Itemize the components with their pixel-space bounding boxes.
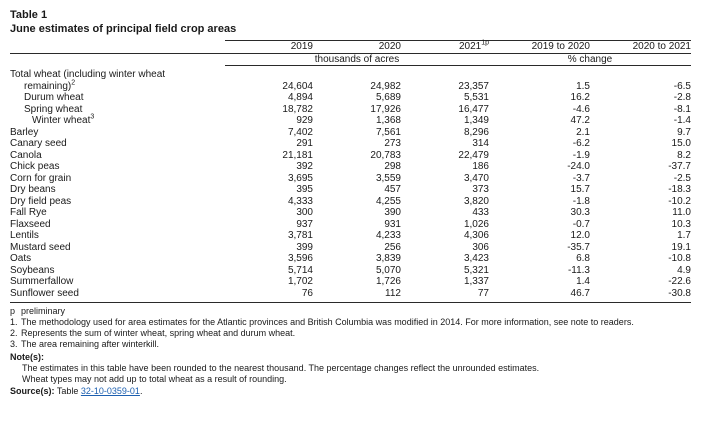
row-value: 3,470 xyxy=(463,172,489,184)
row-value: 6.8 xyxy=(576,253,590,264)
row-value: 5,714 xyxy=(287,264,313,276)
footnote-text: The area remaining after winterkill. xyxy=(21,339,160,349)
row-value: 314 xyxy=(472,138,489,149)
row-value: -11.3 xyxy=(567,264,590,276)
row-label: Total wheat (including winter wheat xyxy=(10,69,166,80)
footnote-mark: 1. xyxy=(10,317,18,327)
group-header-change: % change xyxy=(489,53,691,66)
row-value: 399 xyxy=(296,241,313,253)
notes-block xyxy=(10,352,691,385)
row-label: Barley xyxy=(10,126,39,138)
table-header-row xyxy=(10,41,691,54)
row-value: 4.9 xyxy=(677,264,691,276)
row-footnote-mark: 2 xyxy=(71,79,76,87)
table-row xyxy=(10,219,691,231)
row-value: 112 xyxy=(385,287,401,299)
row-value: 1.4 xyxy=(576,276,590,287)
table-row xyxy=(10,265,691,277)
table-row xyxy=(10,115,691,127)
row-value: 5,070 xyxy=(375,264,401,276)
row-label: Durum wheat xyxy=(24,92,84,103)
row-value: 17,926 xyxy=(370,103,401,115)
header-2019: 2019 xyxy=(225,41,313,54)
row-value: -3.7 xyxy=(572,172,590,184)
row-value: 15.0 xyxy=(671,138,691,149)
row-value: -1.9 xyxy=(572,149,590,161)
row-label: Canary seed xyxy=(10,138,67,149)
row-label: Flaxseed xyxy=(10,218,51,230)
row-value: 298 xyxy=(384,161,401,172)
row-value: 18,782 xyxy=(282,103,313,115)
row-label: Sunflower seed xyxy=(10,287,79,299)
row-value: -0.7 xyxy=(572,218,590,230)
row-value: 457 xyxy=(384,184,401,195)
row-value xyxy=(401,66,489,81)
row-value: 273 xyxy=(384,138,401,149)
table-row xyxy=(10,288,691,303)
source-block xyxy=(10,386,691,397)
row-label: Lentils xyxy=(10,230,39,241)
row-value: 4,306 xyxy=(463,230,489,241)
row-value: 11.0 xyxy=(672,207,691,218)
table-title: June estimates of principal field crop areas xyxy=(10,23,237,35)
row-value: 16,477 xyxy=(458,103,489,115)
row-footnote-mark: 3 xyxy=(90,113,95,121)
row-value: 3,559 xyxy=(375,172,401,184)
row-value xyxy=(489,66,590,81)
row-value: 7,402 xyxy=(287,126,313,138)
row-value: 8.2 xyxy=(677,149,691,161)
crop-areas-table xyxy=(10,40,691,302)
row-value: 22,479 xyxy=(458,149,489,161)
table-number: Table 1 xyxy=(10,9,48,21)
table-row xyxy=(10,161,691,173)
row-value: -22.6 xyxy=(668,276,691,287)
row-value: 30.3 xyxy=(570,207,590,218)
row-value: 300 xyxy=(296,207,313,218)
row-value: 1,368 xyxy=(375,115,401,126)
row-value: 929 xyxy=(296,115,313,126)
table-title-block xyxy=(10,8,691,36)
row-value: 76 xyxy=(301,287,313,299)
notes-line: Wheat types may not add up to total wheat as a result of rounding. xyxy=(22,374,287,384)
row-value: -1.4 xyxy=(673,115,691,126)
row-value: -35.7 xyxy=(567,241,590,253)
row-value: 7,561 xyxy=(375,126,401,138)
row-value: 47.2 xyxy=(570,115,590,126)
table-row xyxy=(10,104,691,116)
source-table-link[interactable]: 32-10-0359-01 xyxy=(80,386,140,396)
table-row xyxy=(10,184,691,196)
row-label: Canola xyxy=(10,149,42,161)
row-value: -24.0 xyxy=(567,161,590,172)
row-value: 4,333 xyxy=(287,195,313,207)
row-value: 1.7 xyxy=(677,230,691,241)
footnote-item xyxy=(10,306,691,317)
row-value: 1,726 xyxy=(375,276,401,287)
row-value: 291 xyxy=(296,138,313,149)
row-value: 3,781 xyxy=(287,230,313,241)
table-row xyxy=(10,150,691,162)
footnote-mark: 3. xyxy=(10,339,18,349)
row-label: Chick peas xyxy=(10,161,60,172)
row-value: 1.5 xyxy=(576,80,590,92)
row-label: Oats xyxy=(10,253,32,264)
row-label-text: Winter wheat xyxy=(32,115,91,126)
row-label: Spring wheat xyxy=(24,103,83,115)
row-value: 19.1 xyxy=(671,241,691,253)
row-value xyxy=(590,66,691,81)
header-2021-label: 2021 xyxy=(458,41,482,52)
header-2020-to-2021: 2020 to 2021 xyxy=(590,41,691,54)
group-header-units: thousands of acres xyxy=(225,53,489,66)
row-value: 9.7 xyxy=(677,126,691,138)
footnotes-block xyxy=(10,306,691,350)
row-value: 306 xyxy=(472,241,489,253)
table-group-header-row xyxy=(10,53,691,66)
table-row xyxy=(10,138,691,150)
row-value: 373 xyxy=(472,184,489,195)
row-value: 15.7 xyxy=(570,184,590,195)
table-row xyxy=(10,230,691,242)
footnote-text: preliminary xyxy=(21,306,66,316)
row-value: -2.8 xyxy=(673,92,691,103)
row-label: Corn for grain xyxy=(10,172,72,184)
row-value: 1,349 xyxy=(463,115,489,126)
row-label: Mustard seed xyxy=(10,241,71,253)
source-label: Source(s): xyxy=(10,386,55,396)
table-row xyxy=(10,253,691,265)
row-value: -6.5 xyxy=(673,80,691,92)
row-value: 1,026 xyxy=(463,218,489,230)
table-row xyxy=(10,276,691,288)
row-label xyxy=(10,81,225,93)
row-value: 937 xyxy=(296,218,313,230)
row-value: 256 xyxy=(384,241,401,253)
row-value: -30.8 xyxy=(668,287,691,299)
row-value: -18.3 xyxy=(668,184,691,195)
table-row xyxy=(10,66,691,81)
row-value: 3,820 xyxy=(463,195,489,207)
table-row xyxy=(10,127,691,139)
footnote-item xyxy=(10,317,691,328)
row-value: 12.0 xyxy=(570,230,590,241)
row-value: -10.8 xyxy=(668,253,691,264)
table-row xyxy=(10,173,691,185)
row-value: 3,695 xyxy=(287,172,313,184)
row-label: Dry field peas xyxy=(10,195,72,207)
table-row xyxy=(10,92,691,104)
header-2019-to-2020: 2019 to 2020 xyxy=(489,41,590,54)
row-label xyxy=(10,115,225,127)
table-row xyxy=(10,196,691,208)
row-value: 46.7 xyxy=(570,287,590,299)
row-value: 931 xyxy=(384,218,401,230)
row-value: -37.7 xyxy=(668,161,691,172)
row-value: 3,839 xyxy=(375,253,401,264)
footnote-mark: p xyxy=(10,306,16,316)
table-row xyxy=(10,242,691,254)
row-value: 395 xyxy=(296,184,313,195)
source-suffix: . xyxy=(139,386,143,396)
table-bottom-rule xyxy=(10,302,691,303)
row-value: 2.1 xyxy=(576,126,590,138)
row-value: 186 xyxy=(472,161,489,172)
header-blank xyxy=(10,41,225,54)
row-value: 3,423 xyxy=(463,253,489,264)
row-value: 392 xyxy=(296,161,313,172)
row-value: 4,233 xyxy=(375,230,401,241)
footnote-item xyxy=(10,328,691,339)
header-2020: 2020 xyxy=(313,41,401,54)
notes-line: The estimates in this table have been rounded to the nearest thousand. The percentage changes reflect the unrounded estimates. xyxy=(22,363,540,373)
row-label: Dry beans xyxy=(10,184,56,195)
row-value: 77 xyxy=(477,287,489,299)
row-value: 5,689 xyxy=(375,92,401,103)
table-body xyxy=(10,66,691,303)
row-value: 10.3 xyxy=(671,218,691,230)
row-value: 24,604 xyxy=(282,80,313,92)
row-value: 23,357 xyxy=(458,80,489,92)
row-value: 433 xyxy=(472,207,489,218)
row-value: -2.5 xyxy=(673,172,691,184)
header-2021-footnote-mark: 1p xyxy=(481,39,489,47)
row-value xyxy=(225,66,313,81)
row-value: -4.6 xyxy=(572,103,590,115)
row-value: 5,321 xyxy=(463,264,489,276)
table-row xyxy=(10,81,691,93)
row-value: 1,337 xyxy=(463,276,489,287)
row-label: Soybeans xyxy=(10,264,55,276)
row-value: 390 xyxy=(384,207,401,218)
row-value: 5,531 xyxy=(463,92,489,103)
table-row xyxy=(10,207,691,219)
footnote-item xyxy=(10,339,691,350)
row-value xyxy=(313,66,401,81)
group-header-blank xyxy=(10,53,225,66)
footnote-text: The methodology used for area estimates for the Atlantic provinces and British Columbia was modified in 2014. For more information, see note to readers. xyxy=(21,317,634,327)
row-value: -1.8 xyxy=(572,195,590,207)
row-value: 3,596 xyxy=(287,253,313,264)
row-value: -10.2 xyxy=(668,195,691,207)
footnote-mark: 2. xyxy=(10,328,18,338)
notes-label: Note(s): xyxy=(10,352,44,362)
footnote-text: Represents the sum of winter wheat, spring wheat and durum wheat. xyxy=(21,328,296,338)
source-prefix: Table xyxy=(56,386,79,396)
row-value: 21,181 xyxy=(282,149,313,161)
row-value: -8.1 xyxy=(673,103,691,115)
row-value: 20,783 xyxy=(370,149,401,161)
row-value: 4,894 xyxy=(287,92,313,103)
row-value: 4,255 xyxy=(375,195,401,207)
row-value: 1,702 xyxy=(287,276,313,287)
row-value: 24,982 xyxy=(370,80,401,92)
row-value: 16.2 xyxy=(570,92,590,103)
row-value: 8,296 xyxy=(463,126,489,138)
header-2021 xyxy=(401,41,489,54)
row-label: Summerfallow xyxy=(10,276,74,287)
row-label: Fall Rye xyxy=(10,207,47,218)
row-label-text: remaining) xyxy=(24,80,72,92)
row-value: -6.2 xyxy=(572,138,590,149)
